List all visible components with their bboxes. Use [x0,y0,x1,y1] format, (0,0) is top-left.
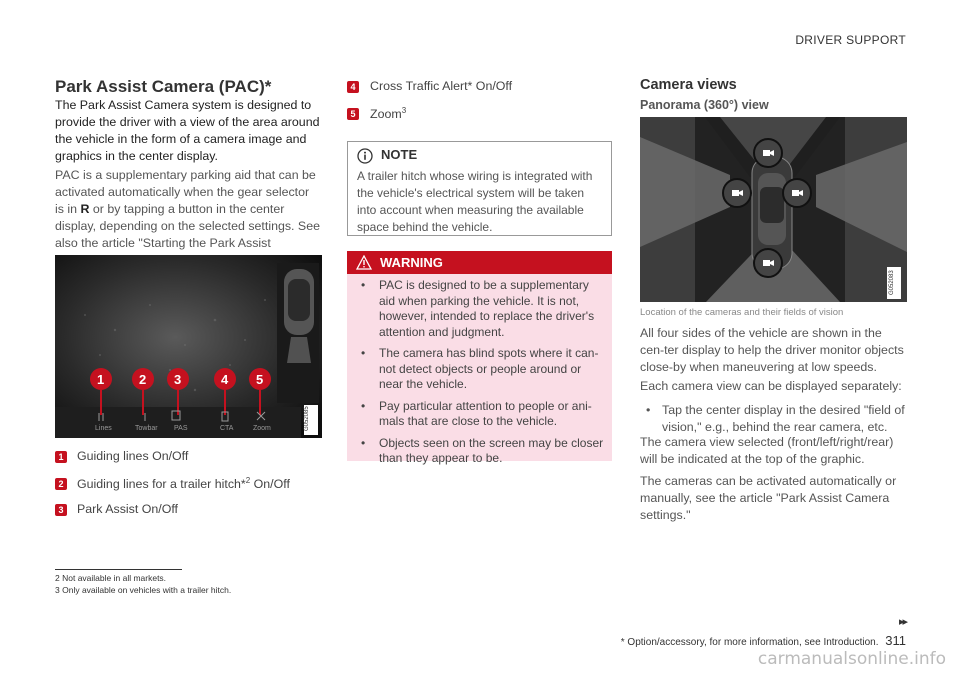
btn-label-pas: PAS [174,425,188,432]
panorama-illustration [640,117,907,302]
warning-title: WARNING [380,255,443,270]
marker-5: 5 [256,372,264,387]
bullet-item [640,402,907,436]
legend-item-5 [347,106,406,121]
footnote-text: Not available in all markets. [62,573,167,583]
page-number: 311 [885,633,906,648]
num-badge: 1 [55,451,67,463]
legend-text: Zoom [370,107,402,122]
marker-3: 3 [174,372,182,387]
body-paragraph [55,167,320,269]
watermark: carmanualsonline.info [757,649,946,669]
section-header: DRIVER SUPPORT [795,33,906,47]
list-item: • The camera has blind spots where it can-not detect objects or people around or near the vehicle. [347,346,612,393]
warning-list [347,278,612,473]
park-camera-illustration [55,255,322,438]
footnote-ref: 3 [401,106,407,115]
paragraph-3: The camera view selected (front/left/right/rear) will be indicated at the top of the graphic. [640,435,894,466]
list-item: • Objects seen on the screen may be closer than they appear to be. [347,436,612,467]
footer-note [621,633,906,648]
legend-text: Cross Traffic Alert* On/Off [370,79,513,93]
paragraph-1: All four sides of the vehicle are shown in the cen-ter display to help the driver monitor objects close-by when maneuvering at low speeds. [640,326,904,374]
legend-text: Park Assist On/Off [77,502,178,516]
legend-item-1 [55,449,188,463]
image-caption: Location of the cameras and their fields of vision [640,307,844,318]
image-code: G052085 [304,406,310,431]
park-camera-image [55,255,322,438]
intro-paragraph: The Park Assist Camera system is designed to provide the driver with a view of the area around the vehicle in the form of a camera image and graphics in the center display. [55,98,320,163]
footnote-divider [55,569,182,570]
note-text: A trailer hitch whose wiring is integrated with the vehicle's electrical system will be taken into account when measuring the available space behind the vehicle. [357,169,593,234]
note-box [347,141,612,236]
info-icon [357,148,373,164]
legend-text-b: On/Off [250,477,290,492]
footnote-text: Only available on vehicles with a trailer hitch. [62,585,232,595]
marker-1: 1 [97,372,105,387]
footnote-3 [55,585,231,595]
footnote-2 [55,573,166,583]
gear-r: R [80,202,90,216]
btn-label-cta: CTA [220,425,234,432]
legend-text: Guiding lines for a trailer hitch* [77,477,246,492]
btn-label-zoom: Zoom [253,425,271,432]
panorama-image [640,117,907,302]
bullet-dot: • [646,403,651,417]
legend-item-4 [347,79,512,93]
marker-4: 4 [221,372,229,387]
num-badge: 2 [55,478,67,490]
next-page-arrows-icon[interactable]: ▸▸ [898,616,906,628]
warning-triangle-icon [356,255,372,270]
legend-item-3 [55,502,178,516]
paragraph-2: Each camera view can be displayed separately: [640,379,902,393]
subsection-title: Panorama (360°) view [640,98,769,112]
legend-text: Guiding lines On/Off [77,449,189,463]
warning-header [347,251,612,274]
bullet-text: Tap the center display in the desired "field of vision," e.g., behind the rear camera, etc. [662,403,905,434]
paragraph-4: The cameras can be activated automatically or manually, see the article "Park Assist Camera settings." [640,474,897,522]
footnote-ref: 2 [245,476,251,485]
image-code: G052083 [889,270,895,295]
body-text-part1: PAC is a supplementary parking aid that can be activated automatically when the gear selector is in [55,168,316,216]
num-badge: 5 [347,108,359,120]
btn-label-lines: Lines [95,425,112,432]
option-note: * Option/accessory, for more information, see Introduction. [620,637,879,648]
btn-label-towbar: Towbar [135,425,158,432]
num-badge: 4 [347,81,359,93]
section-title: Camera views [640,77,737,93]
num-badge: 3 [55,504,67,516]
footnote-num: 3 [55,585,60,595]
list-item: • Pay particular attention to people or ani-mals that are close to the vehicle. [347,399,612,430]
list-item: • PAC is designed to be a supplementary aid when parking the vehicle. It is not, however, intended to replace the driver's attention and judgment. [347,278,612,340]
marker-2: 2 [139,372,147,387]
footnote-num: 2 [55,573,60,583]
legend-item-2 [55,476,290,491]
note-title: NOTE [381,147,418,162]
body-text-part2: or by tapping a button in the center display, depending on the selected settings. See also the article "Starting the Park Assist [55,202,320,250]
page-title: Park Assist Camera (PAC)* [55,77,272,96]
warning-box [347,251,612,465]
